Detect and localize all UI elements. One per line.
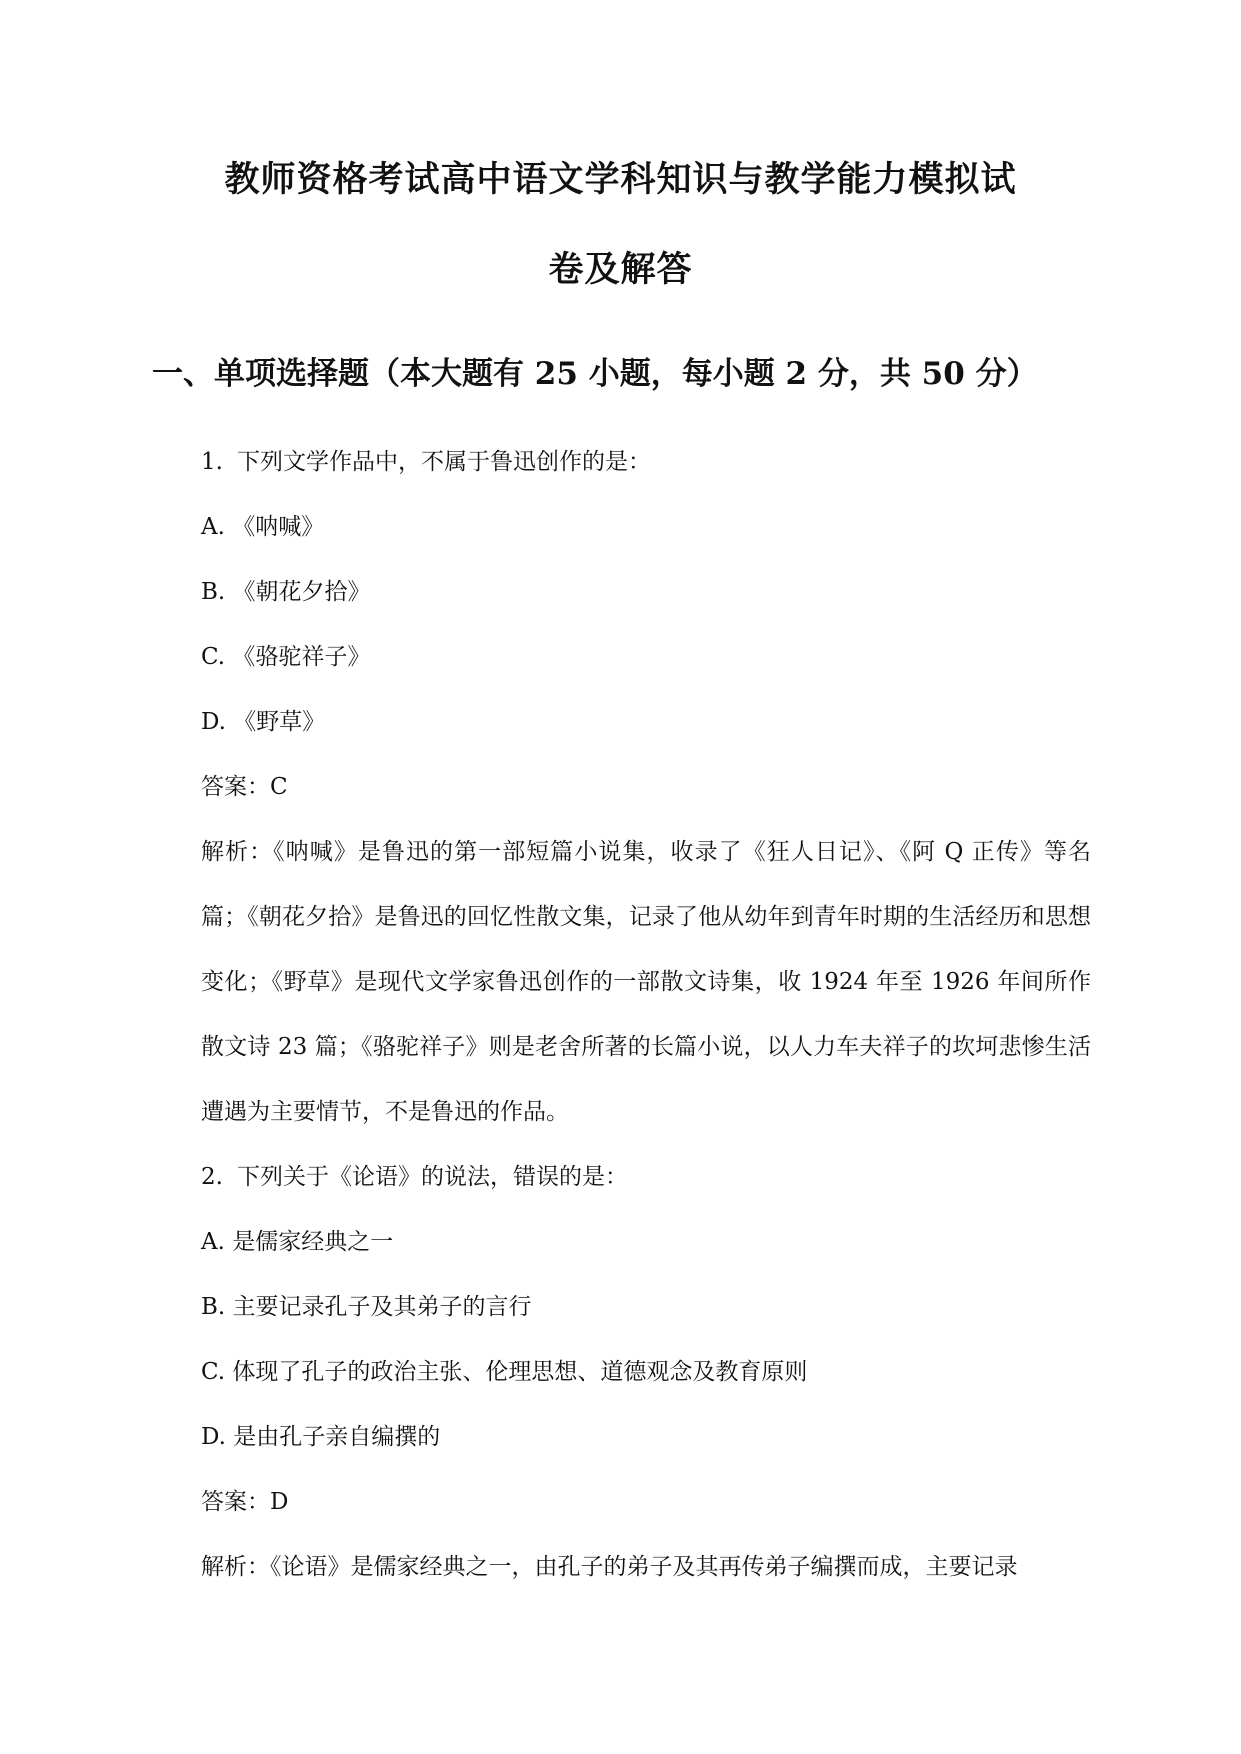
question-stem bbox=[201, 430, 1091, 495]
question-number: 1. bbox=[201, 449, 223, 475]
option-a: A. 《呐喊》 bbox=[201, 514, 325, 540]
question-stem bbox=[201, 1145, 1091, 1210]
option-c: C. 体现了孔子的政治主张、伦理思想、道德观念及教育原则 bbox=[201, 1359, 808, 1385]
option-d: D. 是由孔子亲自编撰的 bbox=[201, 1424, 441, 1450]
option-b: B. 主要记录孔子及其弟子的言行 bbox=[201, 1294, 532, 1320]
question-text: 下列关于《论语》的说法，错误的是： bbox=[236, 1164, 628, 1190]
document-title-line-1: 教师资格考试高中语文学科知识与教学能力模拟试 bbox=[224, 159, 1017, 200]
questions-list bbox=[201, 430, 1091, 1600]
analysis: 解析：《呐喊》是鲁迅的第一部短篇小说集，收录了《狂人日记》、《阿 Q 正传》等名篇；《朝花夕拾》是鲁迅的回忆性散文集，记录了他从幼年到青年时期的生活经历和思想变化；《野草》是现代文学家鲁迅创作的一部散文诗集，收 1924 年至 1926 年间所作散文诗 23 篇；《骆驼祥子》则是老舍所著的长篇小说，以人力车夫祥子的坎坷悲惨生活遭遇为主要情节，不是鲁迅的作品。 bbox=[201, 839, 1091, 1125]
question-text: 下列文学作品中，不属于鲁迅创作的是： bbox=[236, 449, 651, 475]
option-d: D. 《野草》 bbox=[201, 709, 326, 735]
question-number: 2. bbox=[201, 1164, 223, 1190]
analysis: 解析：《论语》是儒家经典之一，由孔子的弟子及其再传弟子编撰而成，主要记录 bbox=[201, 1554, 1018, 1580]
option-b: B. 《朝花夕拾》 bbox=[201, 579, 371, 605]
option-c: C. 《骆驼祥子》 bbox=[201, 644, 371, 670]
answer: 答案：D bbox=[201, 1489, 289, 1515]
question-2 bbox=[201, 1145, 1091, 1600]
answer: 答案：C bbox=[201, 774, 288, 800]
document-title-line-2: 卷及解答 bbox=[548, 249, 693, 290]
question-1 bbox=[201, 430, 1091, 1145]
option-a: A. 是儒家经典之一 bbox=[201, 1229, 394, 1255]
section-heading: 一、单项选择题（本大题有 25 小题，每小题 2 分，共 50 分） bbox=[152, 356, 1038, 392]
